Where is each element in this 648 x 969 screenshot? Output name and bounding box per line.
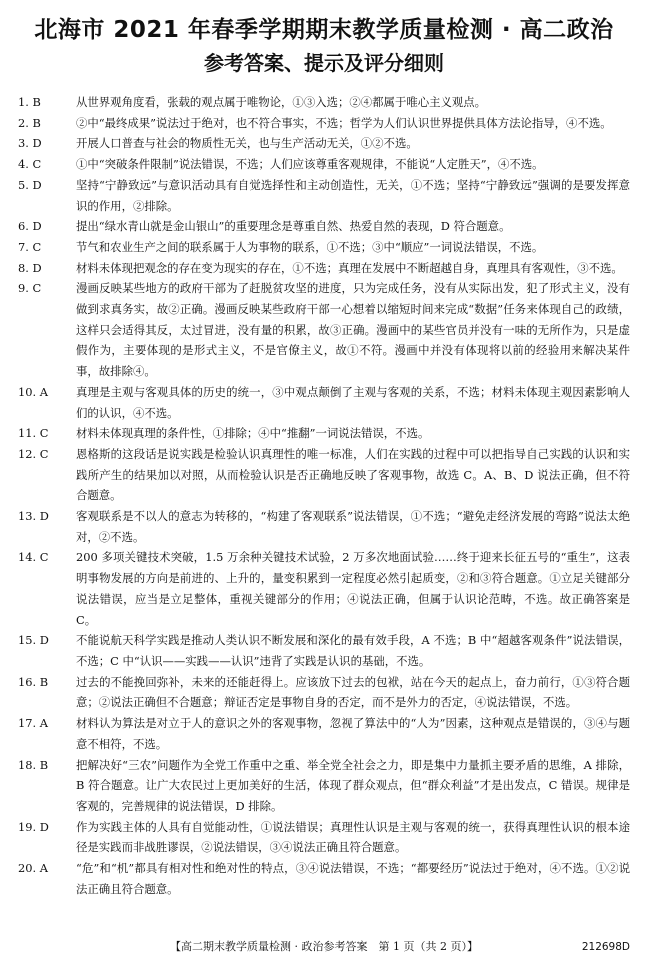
- answer-explanation: 开展人口普查与社会的物质性无关，也与生产活动无关，①②不选。: [76, 136, 418, 151]
- answer-number: 18. B: [18, 757, 49, 772]
- answer-item: [18, 672, 630, 713]
- answer-explanation: 客观联系是不以人的意志为转移的，“构建了客观联系”说法错误，①不选；“避免走经济发展的弯路”说法太绝对，②不选。: [76, 509, 630, 544]
- answer-number: 7. C: [18, 239, 42, 254]
- answer-item: [18, 817, 630, 858]
- answer-item: [18, 175, 630, 216]
- answer-explanation: 不能说航天科学实践是推动人类认识不断发展和深化的最有效手段，A 不选；B 中“超越客观条件”说法错误，不选；C 中“认识——实践——认识”违背了实践是认识的基础，不选。: [76, 633, 630, 668]
- answer-item: [18, 547, 630, 630]
- answer-item: [18, 713, 630, 754]
- answer-number: 8. D: [18, 260, 42, 275]
- answer-number: 16. B: [18, 674, 49, 689]
- answer-item: [18, 258, 630, 279]
- answer-number: 9. C: [18, 281, 42, 296]
- answer-explanation: 节气和农业生产之间的联系属于人为事物的联系，①不选；③中“顺应”一词说法错误，不选。: [76, 239, 544, 254]
- answer-number: 13. D: [18, 509, 49, 524]
- answer-number: 11. C: [18, 426, 49, 441]
- answer-item: [18, 92, 630, 113]
- answer-item: [18, 444, 630, 506]
- answer-explanation: 作为实践主体的人具有自觉能动性，①说法错误；真理性认识是主观与客观的统一，获得真理性认识的根本途径是实践而非战胜谬误，②说法错误，③④说法正确且符合题意。: [76, 819, 630, 855]
- answer-item: [18, 237, 630, 258]
- answer-explanation: ②中“最终成果”说法过于绝对，也不符合事实，不选；哲学为人们认识世界提供具体方法论指导，④不选。: [76, 115, 612, 130]
- answer-item: [18, 858, 630, 899]
- page-title: 北海市 2021 年春季学期期末教学质量检测 · 高二政治: [34, 17, 614, 43]
- answer-item: [18, 755, 630, 817]
- answer-explanation: 材料未体现把观念的存在变为现实的存在，①不选；真理在发展中不断超越自身，真理具有客观性，③不选。: [76, 260, 623, 275]
- answer-number: 10. A: [18, 384, 48, 399]
- answer-number: 20. A: [18, 861, 48, 876]
- answer-item: [18, 154, 630, 175]
- answer-item: [18, 630, 630, 671]
- footer-code: 212698D: [581, 941, 630, 953]
- answer-explanation: 材料未体现真理的条件性，①排除；④中“推翻”一词说法错误，不选。: [76, 426, 430, 441]
- page-footer: [0, 939, 648, 955]
- answer-number: 6. D: [18, 219, 42, 234]
- answer-item: [18, 133, 630, 154]
- answer-explanation: ①中“突破条件限制”说法错误，不选；人们应该尊重客观规律，不能说“人定胜天”，④不选。: [76, 157, 544, 172]
- answer-item: [18, 113, 630, 134]
- answer-item: [18, 216, 630, 237]
- answer-explanation: 200 多项关键技术突破，1.5 万余种关键技术试验，2 万多次地面试验……终于迎来长征五号的“重生”，这表明事物发展的方向是前进的、上升的，量变积累到一定程度必然引起质变，②和③符合题意。①立足关键部分说法错误，应当是立足整体，重视关键部分的作用；④说法正确，但属于认识论范畴，不选。故正确答案是 C。: [76, 550, 630, 627]
- answer-item: [18, 423, 630, 444]
- answer-explanation: 恩格斯的这段话是说实践是检验认识真理性的唯一标准，人们在实践的过程中可以把指导自己实践的认识和实践所产生的结果加以对照，从而检验认识是否正确地反映了客观事物，故选 C。A、B、D 说法正确，但不符合题意。: [76, 446, 630, 503]
- answer-explanation: 把解决好“三农”问题作为全党工作重中之重、举全党全社会之力，即是集中力量抓主要矛盾的思维，A 排除，B 符合题意。让广大农民过上更加美好的生活，体现了群众观点，但“群众利益”才是出发点，C 错误。规律是客观的，完善规律的说法错误，D 排除。: [76, 757, 630, 813]
- answer-number: 2. B: [18, 115, 41, 130]
- answer-explanation: 从世界观角度看，张载的观点属于唯物论，①③入选；②④都属于唯心主义观点。: [76, 95, 487, 109]
- answer-number: 14. C: [18, 550, 49, 565]
- answer-explanation: 材料认为算法是对立于人的意识之外的客观事物，忽视了算法中的“人为”因素，这种观点是错误的，③④与题意不相符，不选。: [76, 716, 630, 751]
- answer-number: 1. B: [18, 95, 41, 109]
- answer-number: 4. C: [18, 157, 42, 172]
- answer-number: 3. D: [18, 136, 42, 151]
- footer-page-info: 【高二期末教学质量检测 · 政治参考答案 第 1 页（共 2 页）】: [170, 940, 478, 953]
- answer-item: [18, 506, 630, 547]
- answer-item: [18, 278, 630, 382]
- answer-explanation: 坚持“宁静致远”与意识活动具有自觉选择性和主动创造性，无关，①不选；坚持“宁静致远”强调的是要发挥意识的作用，②排除。: [76, 177, 630, 213]
- answer-item: [18, 382, 630, 423]
- answer-number: 12. C: [18, 446, 49, 461]
- answer-explanation: 提出“绿水青山就是金山银山”的重要理念是尊重自然、热爱自然的表现，D 符合题意。: [76, 219, 511, 234]
- answer-number: 17. A: [18, 716, 48, 731]
- answer-explanation: 漫画反映某些地方的政府干部为了赶脱贫攻坚的进度，只为完成任务，没有从实际出发，犯了形式主义，没有做到求真务实，故②正确。漫画反映某些政府干部一心想着以缩短时间来完成“数据”任务来体现自己的政绩，这样只会适得其反，太过冒进，没有量的积累，故③正确。漫画中的某些官员并没有一味的无所作为，只是虚假作为，主要体现的是形式主义，不是官僚主义，故①不符。漫画中并没有体现将以前的经验用来解决某件事，故排除④。: [76, 281, 630, 379]
- answer-explanation: “危”和“机”都具有相对性和绝对性的特点，③④说法错误，不选；“都要经历”说法过于绝对，④不选。①②说法正确且符合题意。: [76, 861, 630, 896]
- answer-explanation: 过去的不能挽回弥补，未来的还能赶得上。应该放下过去的包袱，站在今天的起点上，奋力前行，①③符合题意；②说法正确但不合题意；辩证否定是事物自身的否定，而不是外力的否定，④说法错误，不选。: [76, 674, 630, 710]
- answer-number: 5. D: [18, 177, 42, 192]
- page-subtitle: 参考答案、提示及评分细则: [204, 51, 444, 75]
- answer-number: 15. D: [18, 633, 49, 648]
- answer-explanation: 真理是主观与客观具体的历史的统一，③中观点颠倒了主观与客观的关系，不选；材料未体现主观因素影响人们的认识，④不选。: [76, 384, 630, 420]
- answer-number: 19. D: [18, 819, 49, 834]
- answer-list: [18, 92, 630, 899]
